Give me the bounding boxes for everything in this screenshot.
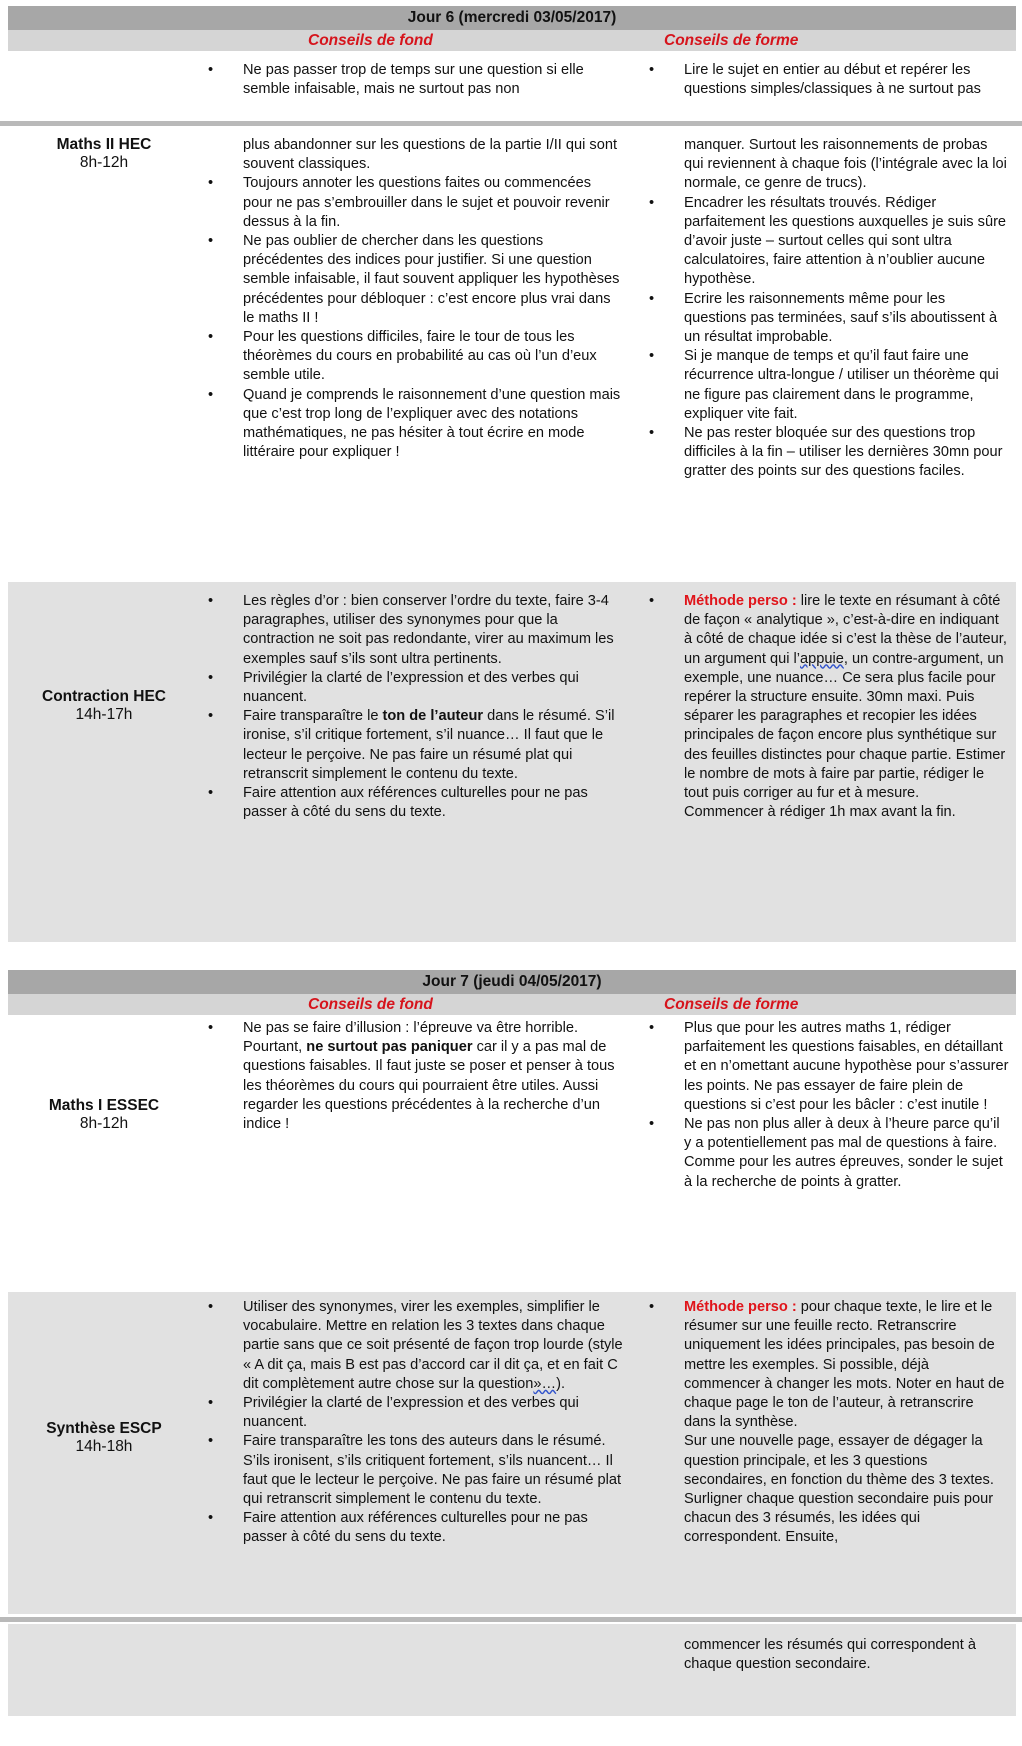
- list-item: • Ne pas rester bloquée sur des questions trop difficiles à la fin – utiliser les dernières 30mn pour gratter des points sur des questions faciles.: [649, 424, 1009, 482]
- page-break-separator: [0, 1617, 1022, 1622]
- day7-head-fond: Conseils de fond: [308, 996, 433, 1013]
- list-item: • Les règles d’or : bien conserver l’ordre du texte, faire 3-4 paragraphes, utiliser des synonymes pour que la contraction ne soit pas redondante, virer au maximum les exemples sauf s’ils sont ultra pertinents.: [208, 592, 623, 669]
- text-run: Ne pas se faire d’illusion : l’épreuve va être horrible. Pourtant,: [243, 1020, 579, 1056]
- day7-head-forme: Conseils de forme: [664, 996, 799, 1013]
- exam-time: 8h-12h: [79, 154, 129, 171]
- list-item: [649, 1298, 1009, 1432]
- text-run: car il y a pas mal de questions faisables. Il faut juste se poser et penser à tous les théorèmes du cours qui pourraient être utiles. Aussi regarder les questions précédentes à la recherche d’un indice !: [243, 1039, 615, 1133]
- list-item: [208, 707, 623, 784]
- day6-title: Jour 6 (mercredi 03/05/2017): [8, 6, 1016, 30]
- list-item: • Lire le sujet en entier au début et repérer les questions simples/classiques à ne surtout pas: [649, 61, 1009, 99]
- list-item: • Quand je comprends le raisonnement d’une question mais que c’est trop long de l’expliquer avec des notations mathématiques, ne pas hésiter à tout écrire en mode littéraire pour expliquer !: [208, 386, 623, 463]
- maths-hec-fond-list: [208, 136, 623, 462]
- list-item: [208, 1019, 623, 1134]
- list-item: • Si je manque de temps et qu’il faut faire une récurrence ultra-longue / utiliser un théorème qui ne figure pas clairement dans le programme, expliquer vite fait.: [649, 347, 1009, 424]
- text-run: pour chaque texte, le lire et le résumer sur une feuille recto. Retranscrire uniquement les idées principales, pas besoin de mettre les exemples. Si possible, déjà commencer à changer les mots. Noter en haut de chaque page le ton de l’auteur, à retranscrire dans la synthèse.: [684, 1299, 1005, 1431]
- list-item: Sur une nouvelle page, essayer de dégager la question principale, et les 3 questions secondaires, en fonction du thème des 3 textes.: [684, 1433, 994, 1488]
- list-item: • Pour les questions difficiles, faire le tour de tous les théorèmes du cours en probabilité au cas où l’un d’eux semble utile.: [208, 328, 623, 386]
- day6-head-fond: Conseils de fond: [308, 32, 433, 49]
- list-item: • Faire attention aux références culturelles pour ne pas passer à côté du sens du texte.: [208, 1509, 623, 1547]
- list-item: • Toujours annoter les questions faites ou commencées pour ne pas s’embrouiller dans le sujet et pouvoir revenir dessus à la fin.: [208, 174, 623, 232]
- list-item: Surligner chaque question secondaire puis pour chacun des 3 résumés, les idées qui correspondent. Ensuite,: [684, 1491, 994, 1546]
- spellcheck-word: appuie: [800, 650, 844, 667]
- maths-essec-label: [8, 1097, 200, 1133]
- text-run: , un contre-argument, un exemple, une nuance… Ce sera plus facile pour repérer la structure ensuite. 30mn maxi. Puis séparer les paragraphes et recopier les idées principales de façon encore plus synthétique sur des feuilles distinctes pour chaque partie. Estimer le nombre de mots à faire par partie, rédiger le tout puis corriger au fur et à mesure.: [684, 650, 1006, 802]
- text-run: dans le résumé. S’il ironise, s’il critique fortement, s’il nuance… Il faut que le lecteur le perçoive. Ne pas faire un résumé plat qui retranscrit simplement le contenu du texte.: [243, 708, 615, 782]
- list-item: • Privilégier la clarté de l’expression et des verbes qui nuancent.: [208, 1394, 623, 1432]
- contraction-hec-label: [8, 688, 200, 724]
- contraction-hec-row: [8, 582, 1016, 942]
- list-item: • Faire transparaître les tons des auteurs dans le résumé. S’ils ironisent, s’ils critiquent fortement, s’ils nuancent… Il faut que le lecteur le perçoive. Ne pas faire un résumé plat qui retranscrit simplement le contenu du texte.: [208, 1432, 623, 1509]
- list-item: Commencer à rédiger 1h max avant la fin.: [684, 804, 956, 821]
- text-run: ).: [556, 1375, 566, 1392]
- maths-hec-row: [8, 128, 1016, 528]
- methode-perso-label: Méthode perso :: [684, 1299, 797, 1315]
- contraction-hec-forme-list: [649, 592, 1009, 822]
- emphasis: ton de l’auteur: [382, 708, 484, 725]
- text-run: lire le texte en résumant à côté de façon « analytique », c’est-à-dire en indiquant à côté de chaque idée si c’est la thèse de l’auteur, un argument qui l’: [684, 593, 1007, 667]
- maths-hec-forme-list: [649, 136, 1009, 482]
- exam-time: 8h-12h: [79, 1115, 129, 1132]
- spellcheck-word: »…: [533, 1375, 557, 1392]
- maths-essec-forme-list: [649, 1019, 1009, 1192]
- day6-head-forme: Conseils de forme: [664, 32, 799, 49]
- synthese-escp-forme-list: [649, 1298, 1009, 1548]
- maths-essec-row: [8, 1015, 1016, 1287]
- exam-name: Synthèse ESCP: [46, 1420, 162, 1437]
- methode-perso-label: Méthode perso :: [684, 593, 797, 609]
- day6-intro-row: [8, 51, 1016, 117]
- list-item: [208, 1298, 623, 1394]
- list-item: plus abandonner sur les questions de la partie I/II qui sont souvent classiques.: [243, 137, 618, 173]
- list-item: • Ne pas non plus aller à deux à l’heure parce qu’il y a potentiellement pas mal de questions à faire. Comme pour les autres épreuves, sonder le sujet à la recherche de points à gratter.: [649, 1115, 1009, 1192]
- synthese-escp-continuation-row: [8, 1624, 1016, 1716]
- day6-intro-fond: [208, 61, 623, 99]
- emphasis: ne surtout pas paniquer: [306, 1039, 473, 1056]
- day6-column-headers: [8, 30, 1016, 51]
- list-item: • Ne pas passer trop de temps sur une question si elle semble infaisable, mais ne surtout pas non: [208, 61, 623, 99]
- list-item: • Ecrire les raisonnements même pour les questions pas terminées, sauf s’ils aboutissent à un résultat improbable.: [649, 290, 1009, 348]
- list-item: • Encadrer les résultats trouvés. Rédiger parfaitement les questions auxquelles je suis sûre d’avoir juste – surtout celles qui sont ultra calculatoires, faire attention à n’oublier aucune hypothèse.: [649, 194, 1009, 290]
- exam-name: Contraction HEC: [42, 688, 166, 705]
- synthese-escp-forme-continued: [649, 1636, 1009, 1674]
- synthese-escp-row: [8, 1292, 1016, 1614]
- list-item: • Plus que pour les autres maths 1, rédiger parfaitement les questions faisables, en détaillant et en n’omettant aucune hypothèse pour s’assurer les points. Ne pas essayer de faire plein de questions si c’est pour les bâcler : c’est inutile !: [649, 1019, 1009, 1115]
- day7-column-headers: [8, 994, 1016, 1015]
- exam-name: Maths I ESSEC: [48, 1097, 160, 1114]
- exam-time: 14h-18h: [75, 1438, 133, 1455]
- contraction-hec-fond-list: [208, 592, 623, 822]
- list-item: • Privilégier la clarté de l’expression et des verbes qui nuancent.: [208, 669, 623, 707]
- list-item: manquer. Surtout les raisonnements de probas qui reviennent à chaque fois (l’intégrale avec la loi normale, ce genre de trucs).: [684, 137, 1007, 192]
- list-item: • Ne pas oublier de chercher dans les questions précédentes des indices pour justifier. Si une question semble infaisable, il faut souvent appliquer les hypothèses précédentes pour débloquer : c’est encore plus vrai dans le maths II !: [208, 232, 623, 328]
- text-run: Faire transparaître le: [243, 708, 383, 725]
- list-item: [649, 592, 1009, 803]
- page-break-separator: [0, 121, 1022, 126]
- maths-hec-label: [8, 136, 200, 172]
- synthese-escp-fond-list: [208, 1298, 623, 1548]
- list-item: • Faire attention aux références culturelles pour ne pas passer à côté du sens du texte.: [208, 784, 623, 822]
- day7-title: Jour 7 (jeudi 04/05/2017): [8, 970, 1016, 994]
- text-run: Utiliser des synonymes, virer les exemples, simplifier le vocabulaire. Mettre en relation les 3 textes dans chaque partie sans que ce soit présenté de façon trop lourde (style « A dit ça, mais B est pas d’accord car il dit ça, et en fait C dit complètement autre chose sur la question: [243, 1299, 623, 1392]
- day6-intro-forme: [649, 61, 1009, 99]
- synthese-escp-label: [8, 1420, 200, 1456]
- exam-name: Maths II HEC: [56, 136, 152, 153]
- list-item: commencer les résumés qui correspondent à chaque question secondaire.: [684, 1637, 977, 1673]
- maths-essec-fond-list: [208, 1019, 623, 1134]
- exam-time: 14h-17h: [75, 706, 133, 723]
